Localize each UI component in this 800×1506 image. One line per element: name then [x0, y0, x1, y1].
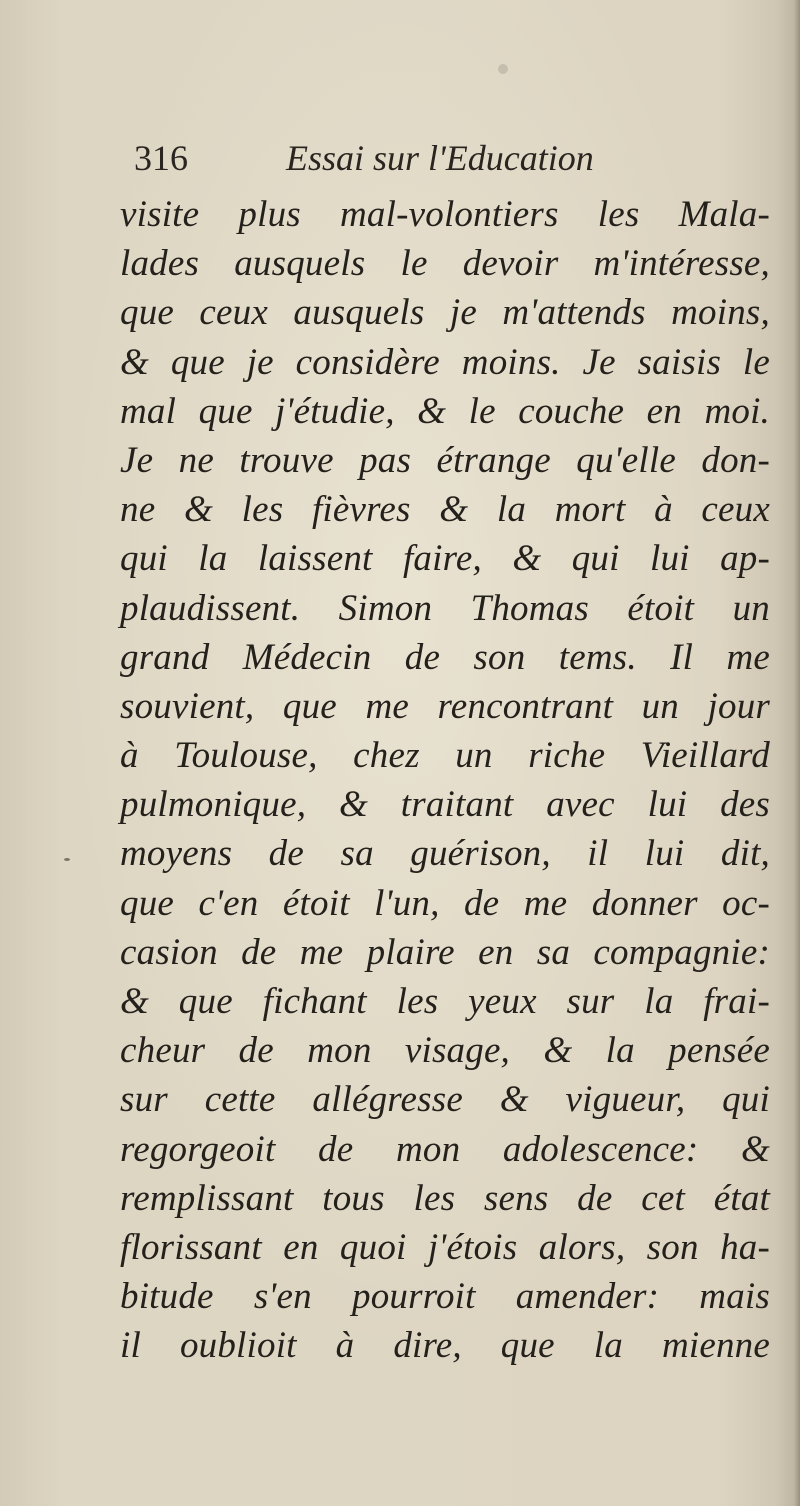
- text-line: à Toulouse, chez un riche Vieillard: [120, 735, 770, 777]
- body-text: [120, 190, 770, 1371]
- paper-spot: [498, 64, 508, 74]
- text-line: casion de me plaire en sa compagnie:: [120, 931, 770, 973]
- text-line: pulmonique, & traitant avec lui des: [120, 784, 770, 826]
- text-line: moyens de sa guérison, il lui dit,: [120, 833, 770, 875]
- page-header: [134, 134, 694, 182]
- text-line: & que fichant les yeux sur la frai-: [120, 981, 770, 1022]
- text-line: & que je considère moins. Je saisis le: [120, 341, 770, 383]
- text-line: que c'en étoit l'un, de me donner oc-: [120, 882, 770, 924]
- text-line: remplissant tous les sens de cet état: [120, 1177, 770, 1219]
- text-line: Je ne trouve pas étrange qu'elle don-: [120, 439, 770, 481]
- page-number: 316: [134, 138, 188, 178]
- text-line: regorgeoit de mon adolescence: &: [120, 1128, 770, 1170]
- text-line: cheur de mon visage, & la pensée: [120, 1030, 770, 1072]
- text-line: bitude s'en pourroit amender: mais: [120, 1276, 770, 1318]
- text-line: que ceux ausquels je m'attends moins,: [120, 292, 770, 334]
- text-line: ne & les fièvres & la mort à ceux: [120, 489, 770, 531]
- text-line: souvient, que me rencontrant un jour: [120, 685, 770, 727]
- text-line: lades ausquels le devoir m'intéresse,: [120, 243, 770, 285]
- running-title: Essai sur l'Education: [286, 138, 594, 178]
- text-line: qui la laissent faire, & qui lui ap-: [120, 538, 770, 580]
- text-line: grand Médecin de son tems. Il me: [120, 636, 770, 678]
- page-edge: [794, 0, 800, 1506]
- text-line: sur cette allégresse & vigueur, qui: [120, 1079, 770, 1121]
- text-line: il oublioit à dire, que la mienne: [120, 1325, 770, 1367]
- paper-spot: [64, 858, 70, 861]
- text-line: mal que j'étudie, & le couche en moi.: [120, 390, 770, 432]
- text-line: plaudissent. Simon Thomas étoit un: [120, 587, 770, 629]
- text-line: florissant en quoi j'étois alors, son ha-: [120, 1226, 770, 1268]
- text-line: visite plus mal-volontiers les Mala-: [120, 194, 770, 235]
